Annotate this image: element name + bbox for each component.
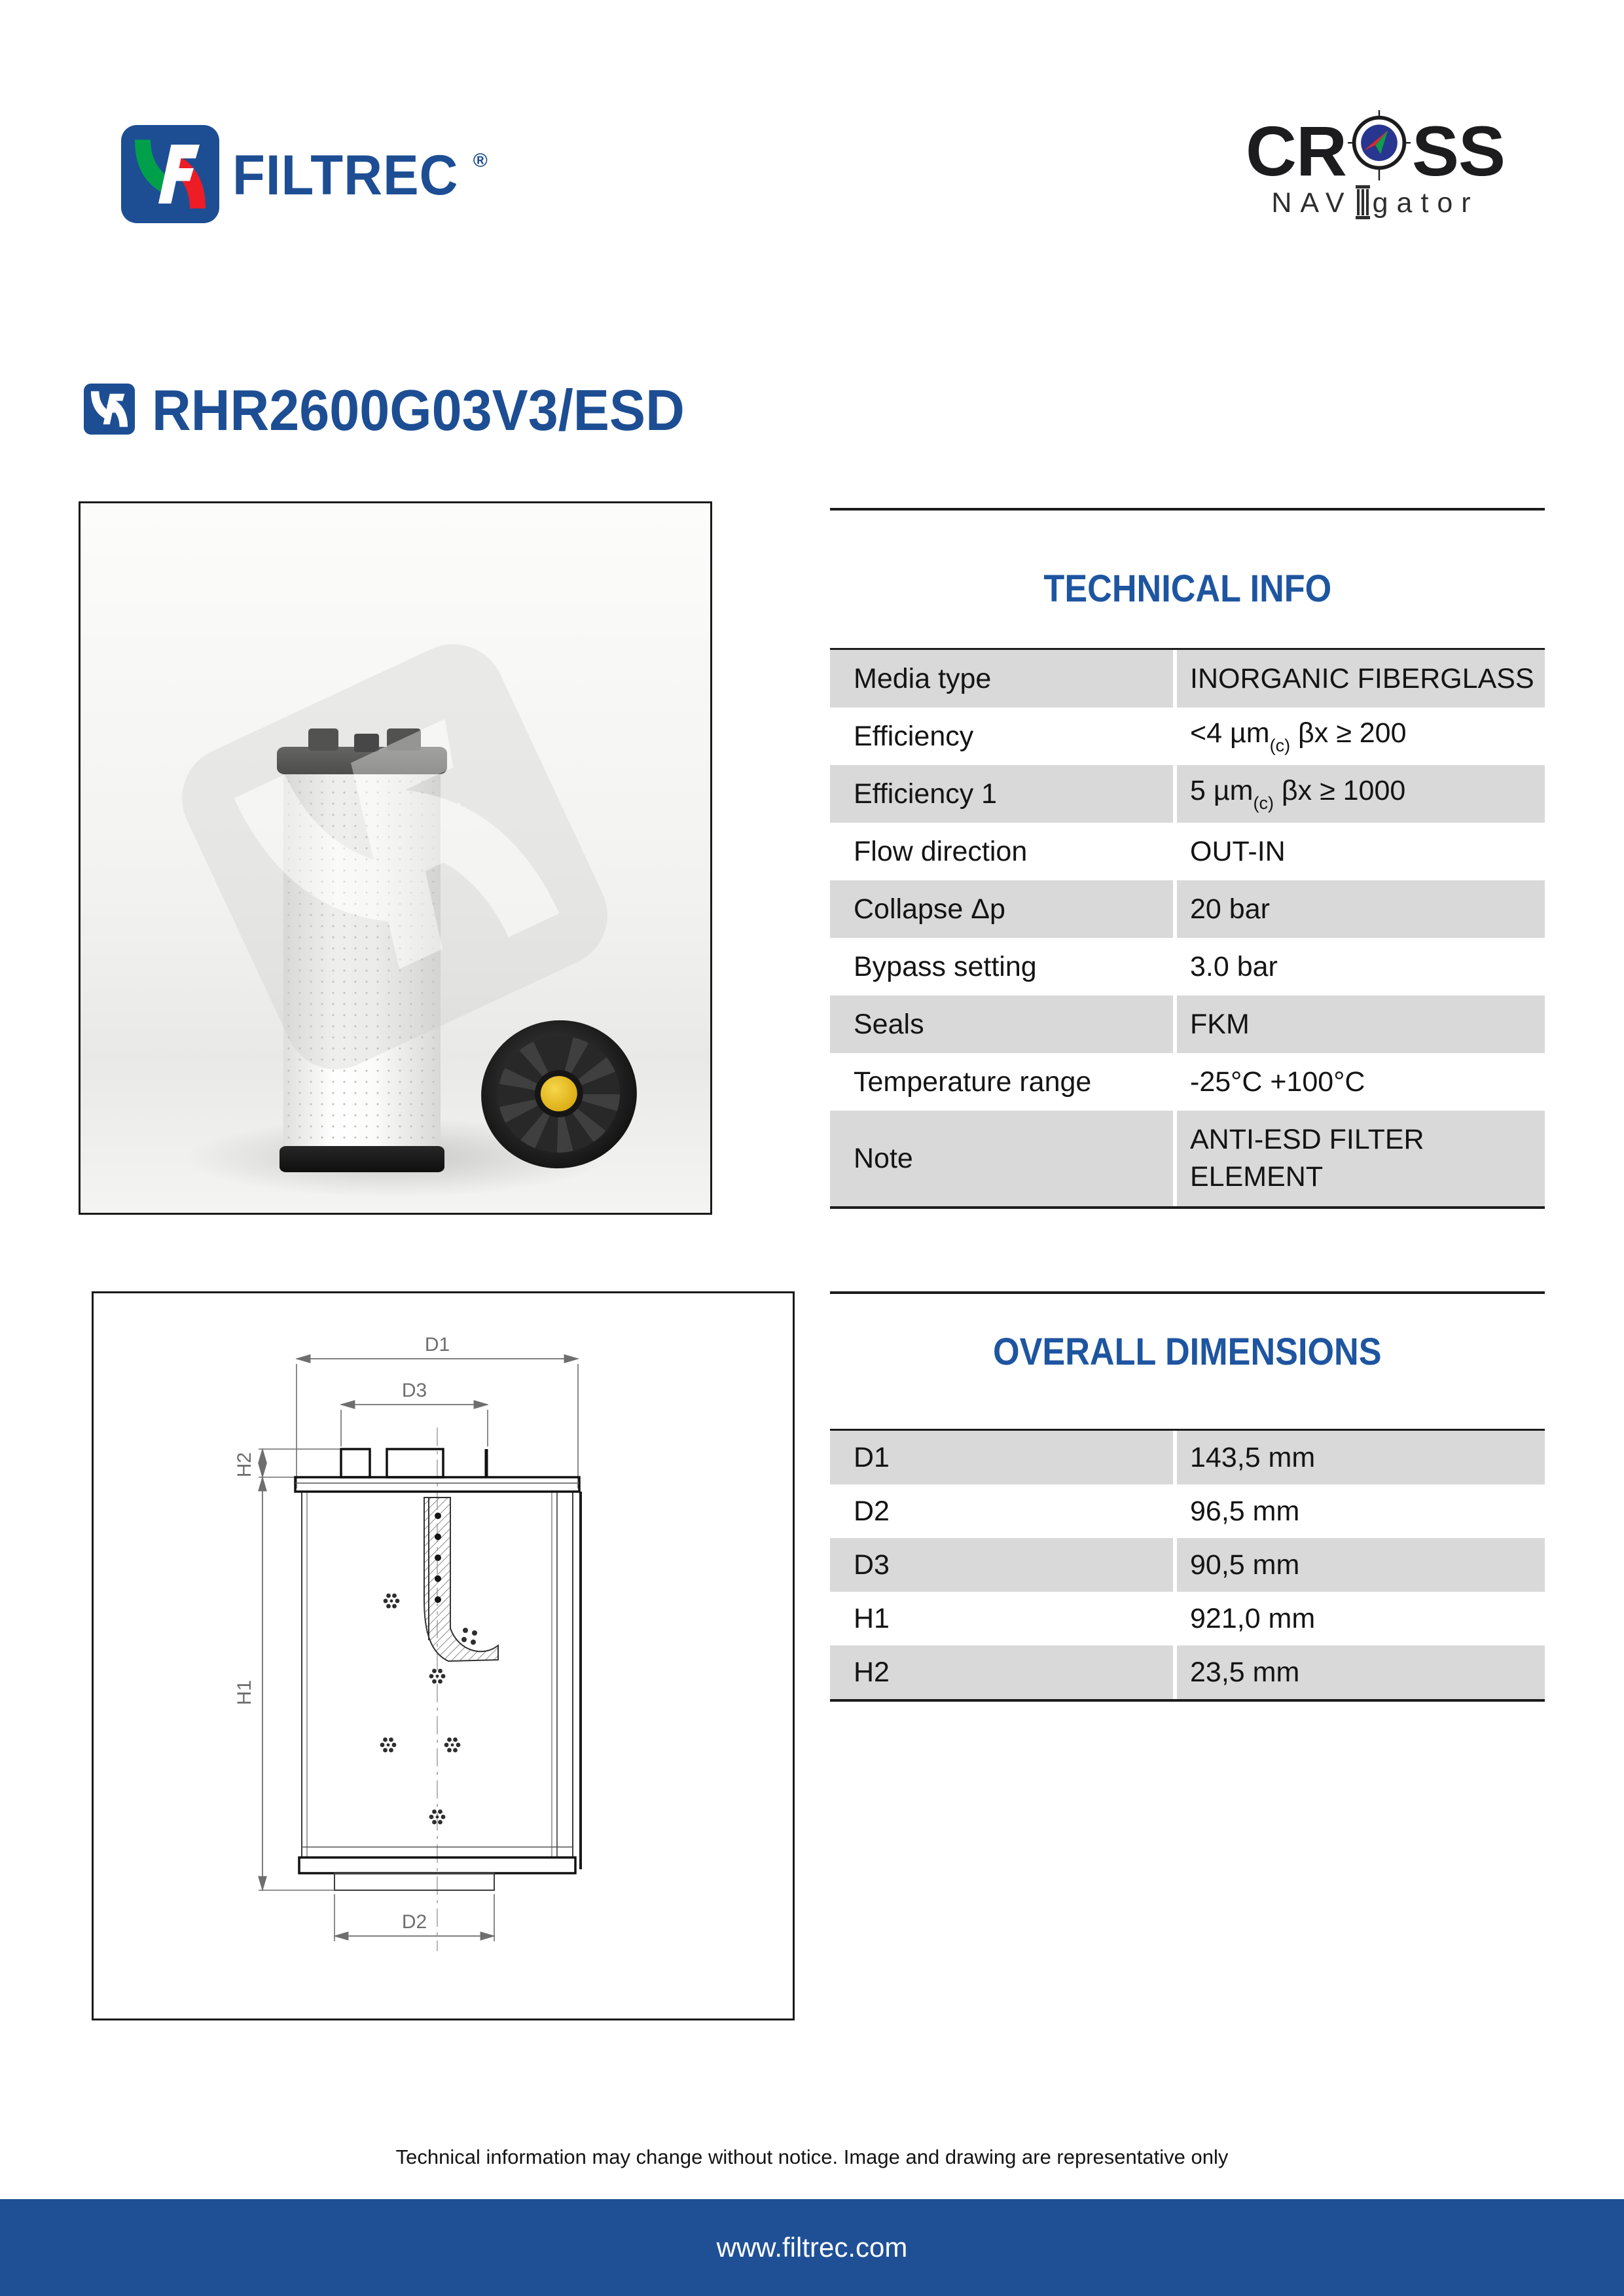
row-label: [830, 1111, 1173, 1206]
table-row: [830, 1484, 1545, 1538]
row-value: [1177, 938, 1545, 996]
product-code: RHR2600G03V3/ESD: [152, 378, 685, 442]
table-row: [830, 996, 1545, 1053]
cell-text: βx ≥ 1000: [1273, 775, 1406, 807]
tech-info-top-rule: [830, 508, 1545, 511]
row-value: [1177, 1538, 1545, 1592]
table-row: [830, 1592, 1545, 1645]
filtrec-logo-icon: [121, 123, 219, 228]
nav-text: NAV: [1271, 187, 1353, 219]
drawing-label-d2: D2: [401, 1911, 427, 1933]
product-title-row: [84, 377, 719, 444]
row-label: [830, 1645, 1173, 1699]
tech-info-table: [830, 648, 1545, 1209]
cell-text: βx ≥ 200: [1290, 717, 1407, 749]
drawing-label-h1: H1: [234, 1679, 255, 1706]
footer-bar: [0, 2199, 1624, 2296]
cross-text-right: SS: [1411, 111, 1506, 190]
dimension-drawing: [92, 1291, 795, 2020]
row-value: [1177, 880, 1545, 938]
table-row: [830, 1053, 1545, 1111]
cell-text: 20 bar: [1190, 893, 1270, 925]
pillar-icon: [1354, 185, 1371, 224]
drawing-label-d3: D3: [401, 1380, 427, 1401]
drawing-label-d1: D1: [424, 1334, 450, 1355]
cell-text: Media type: [854, 662, 992, 694]
cell-text: (c): [1269, 736, 1291, 756]
cell-text: Temperature range: [854, 1066, 1092, 1098]
table-row: [830, 880, 1545, 938]
cross-navigator-logo: [1247, 110, 1504, 221]
registered-mark-icon: ®: [473, 150, 488, 171]
cell-text: INORGANIC FIBERGLASS: [1190, 662, 1534, 694]
row-value: [1177, 765, 1545, 823]
dimensions-top-rule: [830, 1291, 1545, 1294]
cell-text: FKM: [1190, 1008, 1250, 1040]
filter-bottom-cap: [280, 1146, 444, 1172]
cell-text: OUT-IN: [1190, 835, 1286, 867]
filtrec-wordmark: FILTREC: [232, 144, 459, 207]
table-row: [830, 938, 1545, 996]
cell-text: 23,5 mm: [1190, 1656, 1300, 1688]
disclaimer-text: Technical information may change without notice. Image and drawing are representative only: [395, 2145, 1229, 2168]
cell-text: H2: [854, 1656, 890, 1688]
cell-text: ELEMENT: [1190, 1161, 1324, 1193]
cell-text: 921,0 mm: [1190, 1602, 1316, 1634]
row-value: [1177, 1431, 1545, 1484]
cell-text: (c): [1253, 793, 1274, 814]
row-label: [830, 880, 1173, 938]
row-label: [830, 765, 1173, 823]
row-value: [1177, 1484, 1545, 1538]
row-value: [1177, 708, 1545, 765]
row-label: [830, 1431, 1173, 1484]
cross-navigator-line2: [1271, 185, 1479, 221]
row-value: [1177, 996, 1545, 1053]
website-url: www.filtrec.com: [716, 2232, 908, 2263]
cross-text-left: CR: [1245, 111, 1346, 190]
row-label: [830, 708, 1173, 765]
row-label: [830, 823, 1173, 880]
filtrec-watermark: [179, 641, 611, 1076]
table-row: [830, 1431, 1545, 1484]
cell-text: D1: [854, 1441, 890, 1473]
row-label: [830, 1053, 1173, 1111]
cell-text: Efficiency 1: [854, 778, 998, 810]
row-label: [830, 1484, 1173, 1538]
cell-text: ANTI-ESD FILTER: [1190, 1124, 1424, 1156]
gator-text: gator: [1372, 187, 1479, 219]
table-row: [830, 1645, 1545, 1699]
table-row: [830, 1111, 1545, 1206]
row-label: [830, 650, 1173, 708]
table-row: [830, 708, 1545, 765]
filtrec-logo: [121, 123, 488, 228]
cell-text: 5 µm: [1190, 775, 1254, 807]
product-title-icon: [84, 382, 135, 440]
row-value: [1177, 1053, 1545, 1111]
row-value: [1177, 650, 1545, 708]
row-label: [830, 1592, 1173, 1645]
tech-info-title: TECHNICAL INFO: [1043, 567, 1331, 610]
dimensions-title: OVERALL DIMENSIONS: [993, 1331, 1382, 1373]
cell-text: 3.0 bar: [1190, 950, 1278, 982]
cell-text: D2: [854, 1495, 890, 1527]
row-value: [1177, 1645, 1545, 1699]
cell-text: 90,5 mm: [1190, 1549, 1300, 1581]
cell-text: D3: [854, 1549, 890, 1581]
cell-text: -25°C +100°C: [1190, 1066, 1365, 1098]
cell-text: H1: [854, 1602, 890, 1634]
row-value: [1177, 823, 1545, 880]
drawing-label-h2: H2: [234, 1452, 255, 1478]
row-label: [830, 996, 1173, 1053]
row-label: [830, 1538, 1173, 1592]
cell-text: Bypass setting: [854, 950, 1037, 982]
cross-navigator-line1: [1246, 110, 1505, 192]
table-row: [830, 1538, 1545, 1592]
compass-icon: [1348, 110, 1411, 192]
cell-text: 143,5 mm: [1190, 1441, 1316, 1473]
dimensions-table: [830, 1429, 1545, 1702]
cell-text: 96,5 mm: [1190, 1495, 1300, 1527]
row-value: [1177, 1111, 1545, 1206]
row-label: [830, 938, 1173, 996]
cell-text: Efficiency: [854, 720, 974, 752]
cell-text: <4 µm: [1190, 717, 1270, 749]
cell-text: Collapse Δp: [854, 893, 1005, 925]
table-row: [830, 823, 1545, 880]
cell-text: Note: [854, 1142, 913, 1174]
cell-text: Seals: [854, 1008, 924, 1040]
row-value: [1177, 1592, 1545, 1645]
table-row: [830, 650, 1545, 708]
table-row: [830, 765, 1545, 823]
cell-text: Flow direction: [854, 835, 1028, 867]
product-photo: [79, 501, 712, 1215]
